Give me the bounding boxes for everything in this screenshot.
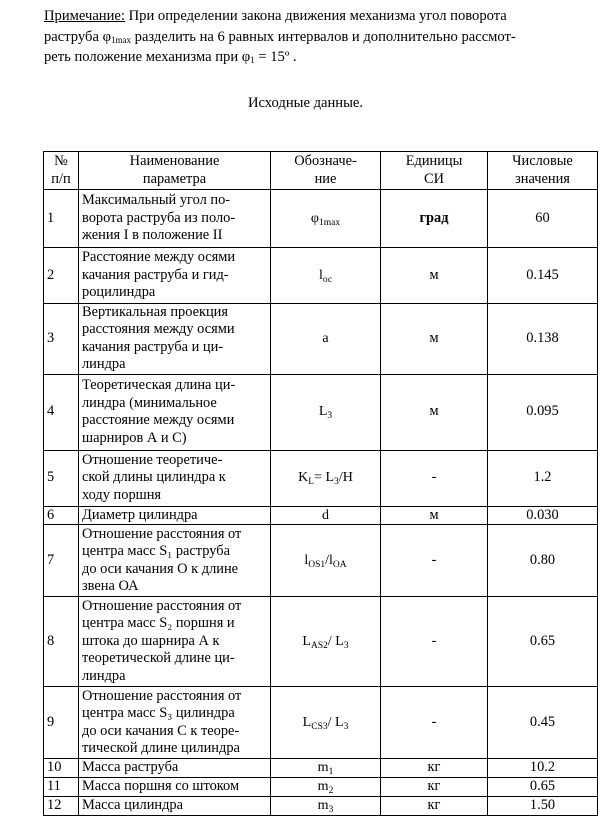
col-header-number: № п/п bbox=[44, 152, 79, 190]
table-row bbox=[44, 304, 598, 375]
param-name-line: расстояние между осями bbox=[82, 412, 235, 429]
note-label: Примечание: bbox=[44, 8, 125, 24]
param-value: 0.65 bbox=[488, 597, 598, 687]
param-value: 0.138 bbox=[488, 304, 598, 375]
param-name-line: линдра bbox=[82, 356, 126, 373]
param-unit: - bbox=[381, 687, 488, 759]
param-symbol: $K_L= L_3/H$ bbox=[271, 450, 381, 506]
param-name-line: Отношение теоретиче- bbox=[82, 452, 223, 469]
param-unit: - bbox=[381, 597, 488, 687]
param-name-line: ворота раструба из поло- bbox=[82, 209, 236, 226]
row-number: 11 bbox=[44, 778, 79, 797]
row-number: 4 bbox=[44, 374, 79, 450]
param-name bbox=[79, 190, 271, 248]
param-value: 0.095 bbox=[488, 374, 598, 450]
param-name-line: роцилиндра bbox=[82, 284, 156, 301]
param-name bbox=[79, 506, 271, 524]
param-value: 0.145 bbox=[488, 248, 598, 304]
row-number: 10 bbox=[44, 759, 79, 778]
table-row bbox=[44, 687, 598, 759]
param-name-line: центра масс S₂ поршня и bbox=[82, 615, 235, 632]
param-name-line: Масса раструба bbox=[82, 759, 179, 776]
param-symbol: $l_{ос}$ bbox=[271, 248, 381, 304]
param-unit: м bbox=[381, 304, 488, 375]
param-name bbox=[79, 597, 271, 687]
note-text: реть положение механизма при φ bbox=[44, 49, 251, 65]
param-unit: м bbox=[381, 506, 488, 524]
table-row bbox=[44, 248, 598, 304]
col-header-symbol: Обозначе- ние bbox=[271, 152, 381, 190]
param-name-line: Максимальный угол по- bbox=[82, 192, 231, 209]
param-name-line: штока до шарнира А к bbox=[82, 632, 220, 649]
table-row bbox=[44, 450, 598, 506]
note-text: раструба φ bbox=[44, 28, 111, 45]
table-row bbox=[44, 374, 598, 450]
row-number: 7 bbox=[44, 525, 79, 597]
param-name-line: расстояния между осями bbox=[82, 321, 235, 338]
row-number: 1 bbox=[44, 190, 79, 248]
param-name-line: ской длины цилиндра к bbox=[82, 469, 226, 486]
row-number: 5 bbox=[44, 450, 79, 506]
param-value: 0.80 bbox=[488, 525, 598, 597]
param-name bbox=[79, 248, 271, 304]
param-name bbox=[79, 797, 271, 816]
param-name-line: линдра bbox=[82, 667, 126, 684]
table-row bbox=[44, 190, 598, 248]
param-value: 0.030 bbox=[488, 506, 598, 524]
param-name-line: до оси качания С к теоре- bbox=[82, 722, 240, 739]
col-header-units: Единицы СИ bbox=[381, 152, 488, 190]
col-header-values: Числовые значения bbox=[488, 152, 598, 190]
param-name-line: качания раструба и ци- bbox=[82, 338, 224, 355]
param-unit: м bbox=[381, 374, 488, 450]
param-value: 10.2 bbox=[488, 759, 598, 778]
param-name bbox=[79, 304, 271, 375]
table-row bbox=[44, 506, 598, 524]
param-name bbox=[79, 525, 271, 597]
param-symbol: $m_3$ bbox=[271, 797, 381, 816]
param-name-line: линдра (минимальное bbox=[82, 394, 217, 411]
table-row bbox=[44, 797, 598, 816]
param-unit: - bbox=[381, 450, 488, 506]
param-name-line: Масса цилиндра bbox=[82, 797, 184, 814]
param-name-line: до оси качания О к длине bbox=[82, 560, 239, 577]
param-name-line: центра масс S₃ цилиндра bbox=[82, 705, 235, 722]
row-number: 6 bbox=[44, 506, 79, 524]
param-name bbox=[79, 687, 271, 759]
table-row bbox=[44, 778, 598, 797]
param-symbol: $l_{OS1}/l_{OA}$ bbox=[271, 525, 381, 597]
note-text: = 15º . bbox=[254, 49, 297, 65]
note-subscript: 1max bbox=[111, 34, 131, 45]
param-name-line: тической длине цилиндра bbox=[82, 739, 240, 756]
param-value: 1.50 bbox=[488, 797, 598, 816]
param-name bbox=[79, 778, 271, 797]
row-number: 8 bbox=[44, 597, 79, 687]
note-subscript: 1 bbox=[250, 55, 255, 65]
param-unit: кг bbox=[381, 759, 488, 778]
param-symbol: a bbox=[271, 304, 381, 375]
param-name-line: жения I в положение II bbox=[82, 227, 223, 244]
param-name-line: Диаметр цилиндра bbox=[82, 506, 198, 523]
section-heading: Исходные данные. bbox=[247, 95, 364, 111]
param-name-line: Теоретическая длина ци- bbox=[82, 377, 236, 394]
table-row bbox=[44, 759, 598, 778]
param-symbol: $L_{AS2}/$ $L_3$ bbox=[271, 597, 381, 687]
param-name bbox=[79, 759, 271, 778]
param-value: 0.65 bbox=[488, 778, 598, 797]
param-symbol: $L_3$ bbox=[271, 374, 381, 450]
param-value: 1.2 bbox=[488, 450, 598, 506]
param-name-line: ходу поршня bbox=[82, 486, 162, 503]
param-symbol: $L_{CS3}/$ $L_3$ bbox=[271, 687, 381, 759]
param-symbol: d bbox=[271, 506, 381, 524]
row-number: 3 bbox=[44, 304, 79, 375]
param-symbol: $m_1$ bbox=[271, 759, 381, 778]
param-value: 0.45 bbox=[488, 687, 598, 759]
param-name-line: теоретической длине ци- bbox=[82, 650, 235, 667]
param-name-line: Вертикальная проекция bbox=[82, 304, 228, 320]
param-name bbox=[79, 374, 271, 450]
note-paragraph bbox=[44, 6, 592, 68]
parameters-table bbox=[43, 151, 598, 816]
table-row bbox=[44, 525, 598, 597]
param-unit: град bbox=[381, 190, 488, 248]
param-name-line: Отношение расстояния от bbox=[82, 598, 242, 615]
table-header-row bbox=[44, 152, 598, 190]
row-number: 2 bbox=[44, 248, 79, 304]
param-name bbox=[79, 450, 271, 506]
param-name-line: звена ОА bbox=[82, 577, 139, 594]
param-name-line: Расстояние между осями bbox=[82, 249, 236, 266]
param-symbol: $m_2$ bbox=[271, 778, 381, 797]
note-text: При определении закона движения механизма угол поворота bbox=[124, 8, 507, 24]
param-unit: м bbox=[381, 248, 488, 304]
param-name-line: центра масс S₁ раструба bbox=[82, 543, 230, 560]
row-number: 9 bbox=[44, 687, 79, 759]
param-name-line: качания раструба и гид- bbox=[82, 266, 229, 283]
param-name-line: Масса поршня со штоком bbox=[82, 778, 240, 795]
note-text: разделить на 6 равных интервалов и дополнительно рассмот- bbox=[131, 28, 516, 45]
param-symbol: $\varphi_{1max}$ bbox=[271, 190, 381, 248]
param-value: 60 bbox=[488, 190, 598, 248]
row-number: 12 bbox=[44, 797, 79, 816]
param-name-line: шарниров А и С) bbox=[82, 429, 187, 446]
table-row bbox=[44, 597, 598, 687]
param-unit: кг bbox=[381, 797, 488, 816]
param-name-line: Отношение расстояния от bbox=[82, 525, 242, 542]
param-name-line: Отношение расстояния от bbox=[82, 687, 242, 704]
col-header-name: Наименование параметра bbox=[79, 152, 271, 190]
param-unit: кг bbox=[381, 778, 488, 797]
param-unit: - bbox=[381, 525, 488, 597]
